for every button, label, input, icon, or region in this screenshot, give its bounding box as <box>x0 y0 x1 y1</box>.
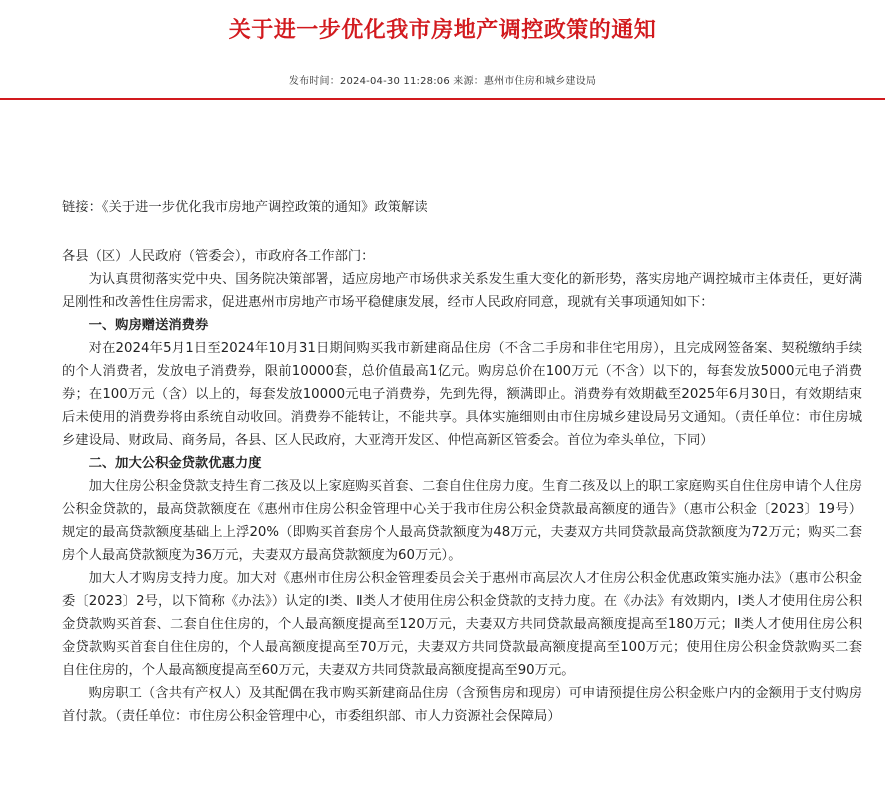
link-prefix: 链接： <box>62 200 102 215</box>
article-body <box>62 196 862 728</box>
section-1-paragraph: 对在2024年5月1日至2024年10月31日期间购买我市新建商品住房（不含二手房和非住宅用房），且完成网签备案、契税缴纳手续的个人消费者，发放电子消费券，限前10000套，总价值最高1亿元。购房总价在100万元（不含）以下的，每套发放5000元电子消费券；在100万元（含）以上的，每套发放10000元电子消费券，先到先得，额满即止。消费券有效期截至2025年6月30日，有效期结束后未使用的消费券将由系统自动收回。消费券不能转让，不能共享。具体实施细则由市住房城乡建设局另文通知。（责任单位：市住房城乡建设局、财政局、商务局，各县、区人民政府，大亚湾开发区、仲恺高新区管委会。首位为牵头单位，下同） <box>62 341 862 448</box>
publish-meta: 发布时间：2024-04-30 11:28:06 来源：惠州市住房和城乡建设局 <box>288 76 597 87</box>
policy-link-line <box>62 196 862 219</box>
section-1-heading: 一、购房赠送消费券 <box>88 318 209 333</box>
page-title: 关于进一步优化我市房地产调控政策的通知 <box>228 18 657 43</box>
section-2-paragraph-1: 加大住房公积金贷款支持生育二孩及以上家庭购买首套、二套自住住房力度。生育二孩及以上的职工家庭购买自住住房申请个人住房公积金贷款的，最高贷款额度在《惠州市住房公积金管理中心关于我市住房公积金贷款最高额度的通告》（惠市公积金〔2023〕19号）规定的最高贷款额度基础上上浮20%（即购买首套房个人最高贷款额度为48万元，夫妻双方共同贷款最高贷款额度为72万元；购买二套房个人最高贷款额度为36万元，夫妻双方最高贷款额度为60万元）。 <box>62 479 862 563</box>
intro-paragraph: 为认真贯彻落实党中央、国务院决策部署，适应房地产市场供求关系发生重大变化的新形势，落实房地产调控城市主体责任，更好满足刚性和改善性住房需求，促进惠州市房地产市场平稳健康发展，经市人民政府同意，现就有关事项通知如下： <box>62 272 862 310</box>
policy-interpretation-link[interactable]: 《关于进一步优化我市房地产调控政策的通知》政策解读 <box>101 200 428 215</box>
title-divider <box>0 98 885 100</box>
salutation: 各县（区）人民政府（管委会），市政府各工作部门： <box>62 249 375 264</box>
section-2-paragraph-2: 加大人才购房支持力度。加大对《惠州市住房公积金管理委员会关于惠州市高层次人才住房公积金优惠政策实施办法》（惠市公积金委〔2023〕2号，以下简称《办法》）认定的Ⅰ类、Ⅱ类人才使用住房公积金贷款的支持力度。在《办法》有效期内，Ⅰ类人才使用住房公积金贷款购买首套、二套自住住房的，个人最高额度提高至120万元，夫妻双方共同贷款最高额度提高至180万元；Ⅱ类人才使用住房公积金贷款购买首套自住住房的，个人最高额度提高至70万元，夫妻双方共同贷款最高额度提高至100万元；使用住房公积金贷款购买二套自住住房的，个人最高额度提高至60万元，夫妻双方共同贷款最高额度提高至90万元。 <box>62 571 862 678</box>
section-2-heading: 二、加大公积金贷款优惠力度 <box>88 456 262 471</box>
section-2-paragraph-3: 购房职工（含共有产权人）及其配偶在我市购买新建商品住房（含预售房和现房）可申请预提住房公积金账户内的金额用于支付购房首付款。（责任单位：市住房公积金管理中心，市委组织部、市人力资源社会保障局） <box>62 686 862 724</box>
